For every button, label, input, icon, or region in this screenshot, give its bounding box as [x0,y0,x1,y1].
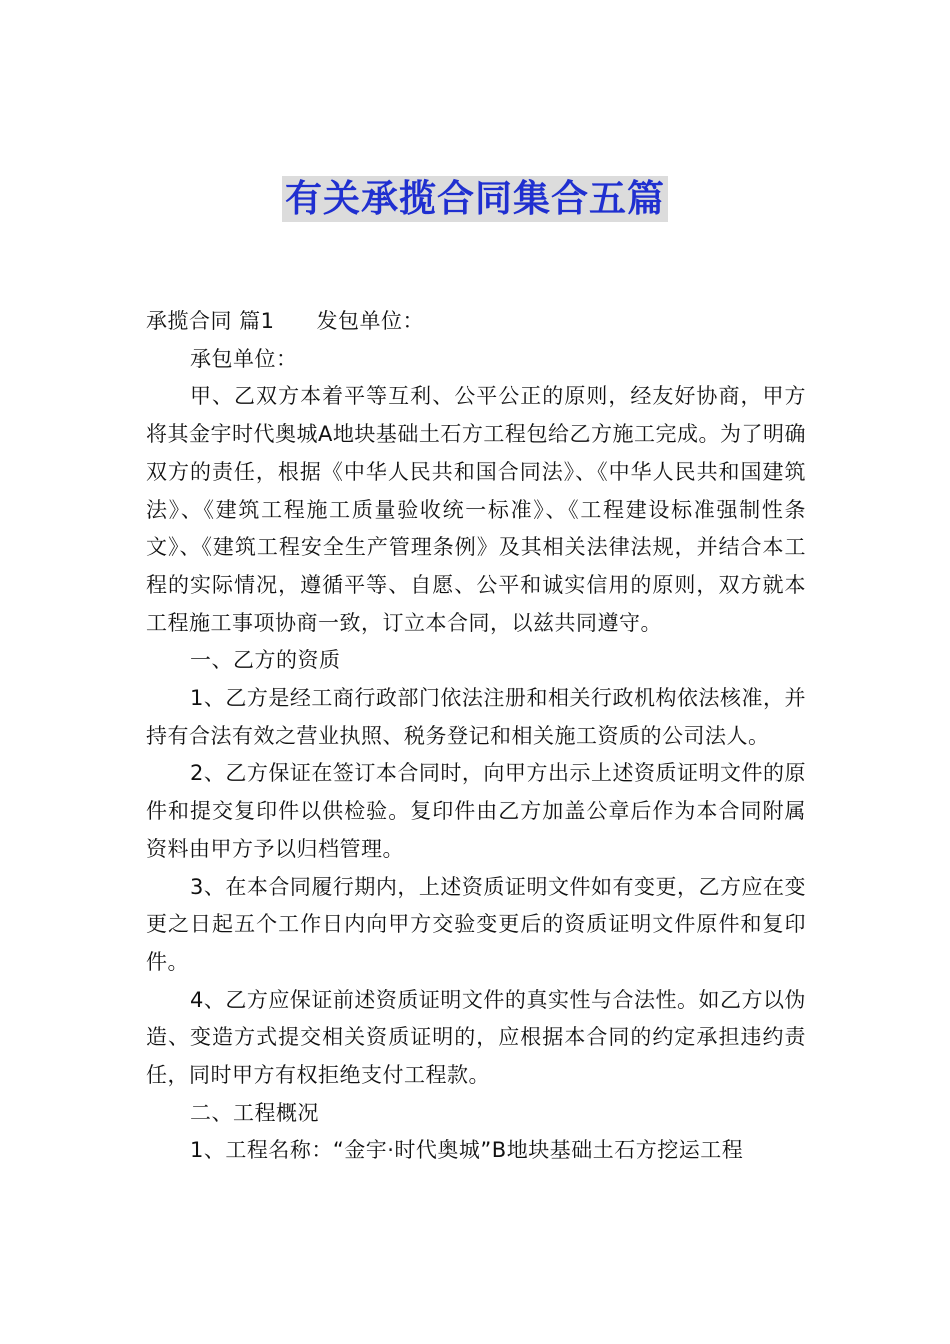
preamble-paragraph: 甲、乙双方本着平等互利、公平公正的原则，经友好协商，甲方将其金宇时代奥城A地块基础土石方工程包给乙方施工完成。为了明确双方的责任，根据《中华人民共和国合同法》、《中华人民共和国建筑法》、《建筑工程施工质量验收统一标准》、《工程建设标准强制性条文》、《建筑工程安全生产管理条例》及其相关法律法规，并结合本工程的实际情况，遵循平等、自愿、公平和诚实信用的原则，双方就本工程施工事项协商一致，订立本合同，以兹共同遵守。 [146,384,806,635]
clause-1-2: 2、乙方保证在签订本合同时，向甲方出示上述资质证明文件的原件和提交复印件以供检验。复印件由乙方加盖公章后作为本合同附属资料由甲方予以归档管理。 [146,761,806,861]
employer-label: 发包单位： [316,309,425,333]
clause-1-3: 3、在本合同履行期内，上述资质证明文件如有变更，乙方应在变更之日起五个工作日内向甲方交验变更后的资质证明文件原件和复印件。 [146,874,806,974]
document-title: 有关承揽合同集合五篇 [282,176,668,222]
title-container [0,176,950,222]
clause-1-1: 1、乙方是经工商行政部门依法注册和相关行政机构依法核准，并持有合法有效之营业执照、税务登记和相关施工资质的公司法人。 [146,686,806,748]
section-heading-overview: 二、工程概况 [190,1100,319,1125]
section-heading-qualification: 一、乙方的资质 [190,648,341,673]
clause-1-4: 4、乙方应保证前述资质证明文件的真实性与合法性。如乙方以伪造、变造方式提交相关资质证明的，应根据本合同的约定承担违约责任，同时甲方有权拒绝支付工程款。 [146,987,806,1088]
section-label: 承揽合同 篇1 [146,309,275,333]
clause-2-1: 1、工程名称：“金宇·时代奥城”B地块基础土石方挖运工程 [190,1138,744,1163]
document-body [146,303,806,1170]
first-line [146,303,806,341]
contractor-label: 承包单位： [190,346,298,371]
